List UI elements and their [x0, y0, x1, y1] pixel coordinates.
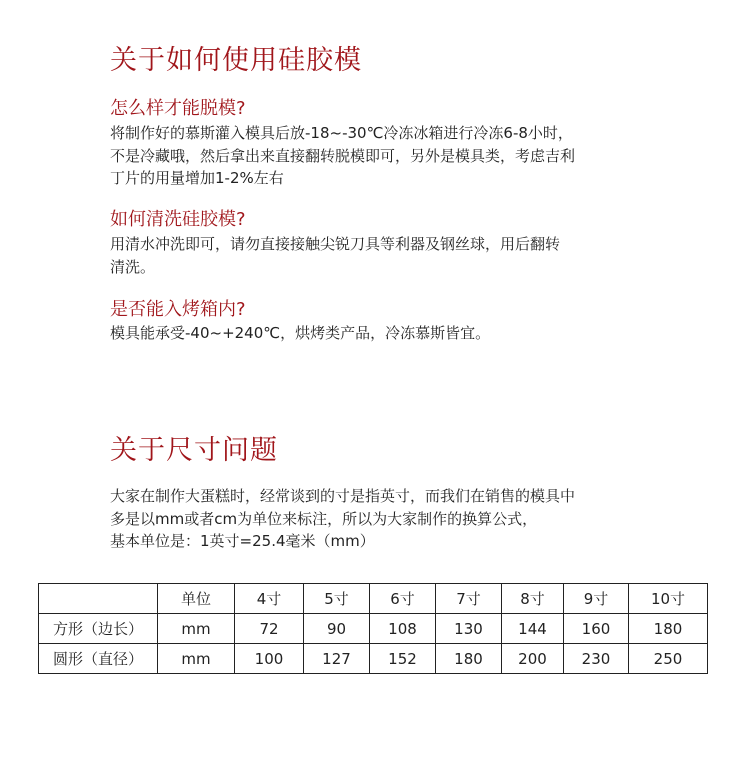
table-row	[39, 644, 708, 674]
size-conversion-table	[38, 583, 708, 674]
table-cell: 180	[436, 644, 502, 674]
table-cell: 圆形（直径）	[39, 644, 158, 674]
table-cell: 152	[370, 644, 436, 674]
answer-cleaning	[110, 233, 670, 278]
table-cell: 180	[629, 614, 708, 644]
table-cell: 250	[629, 644, 708, 674]
header-cell: 8寸	[502, 584, 564, 614]
table-cell: 108	[370, 614, 436, 644]
table-cell: mm	[158, 614, 235, 644]
table-cell: 72	[235, 614, 304, 644]
answer-line: 用清水冲洗即可，请勿直接接触尖锐刀具等利器及钢丝球，用后翻转	[110, 235, 561, 253]
intro-line: 大家在制作大蛋糕时，经常谈到的寸是指英寸，而我们在销售的模具中	[110, 487, 576, 505]
table-cell: 130	[436, 614, 502, 644]
answer-oven	[110, 322, 670, 345]
header-cell: 5寸	[304, 584, 370, 614]
table-cell: 200	[502, 644, 564, 674]
question-cleaning: 如何清洗硅胶模?	[110, 209, 246, 230]
table-cell: mm	[158, 644, 235, 674]
answer-demold	[110, 122, 670, 190]
header-cell: 4寸	[235, 584, 304, 614]
table-cell: 160	[564, 614, 629, 644]
header-cell	[39, 584, 158, 614]
answer-line: 模具能承受-40~+240℃，烘烤类产品，冷冻慕斯皆宜。	[110, 324, 491, 342]
header-cell: 10寸	[629, 584, 708, 614]
table-row	[39, 614, 708, 644]
answer-line: 将制作好的慕斯灌入模具后放-18~-30℃冷冻冰箱进行冷冻6-8小时，	[110, 124, 573, 142]
question-demold: 怎么样才能脱模?	[110, 98, 246, 119]
intro-line: 多是以mm或者cm为单位来标注，所以为大家制作的换算公式，	[110, 509, 538, 528]
section-title-size: 关于尺寸问题	[110, 435, 278, 466]
table-cell: 100	[235, 644, 304, 674]
intro-line: 基本单位是：1英寸=25.4毫米（mm）	[110, 532, 375, 550]
header-cell: 7寸	[436, 584, 502, 614]
answer-line: 不是冷藏哦，然后拿出来直接翻转脱模即可，另外是模具类，考虑吉利	[110, 146, 576, 165]
table-cell: 方形（边长）	[39, 614, 158, 644]
table-header-row	[39, 584, 708, 614]
header-cell: 6寸	[370, 584, 436, 614]
table-cell: 230	[564, 644, 629, 674]
header-cell: 9寸	[564, 584, 629, 614]
answer-line: 丁片的用量增加1-2%左右	[110, 169, 284, 187]
question-oven: 是否能入烤箱内?	[110, 299, 246, 320]
size-intro	[110, 485, 670, 553]
header-cell: 单位	[158, 584, 235, 614]
section-title-usage: 关于如何使用硅胶模	[110, 45, 362, 76]
table-cell: 144	[502, 614, 564, 644]
table-cell: 127	[304, 644, 370, 674]
table-cell: 90	[304, 614, 370, 644]
answer-line: 清洗。	[110, 257, 156, 276]
